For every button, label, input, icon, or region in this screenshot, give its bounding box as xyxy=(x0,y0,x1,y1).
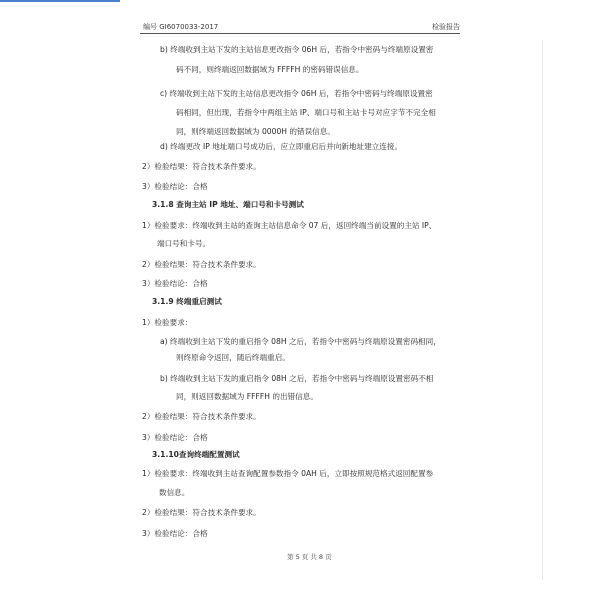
conclusion-3-1-9: 3）检验结论：合格 xyxy=(142,433,208,442)
item-b2-line1: b) 终端收到主站下发的重启指令 08H 之后，若指令中密码与终端原设置密码不相 xyxy=(160,374,434,383)
item-c-line3: 同，则终端返回数据域为 0000H 的错误信息。 xyxy=(176,127,335,136)
requirement-3-1-10-line1: 1）检验要求：终端收到主站查询配置参数指令 0AH 后，立即按照规范格式返回配置参 xyxy=(142,469,434,478)
item-a-line1: a) 终端收到主站下发的重启指令 08H 之后，若指令中密码与终端原设置密码相同， xyxy=(160,337,441,346)
section-3-1-10-title: 3.1.10查询终端配置测试 xyxy=(152,450,240,459)
item-c-line1: c) 终端收到主站下发的主站信息更改指令 06H 后，若指令中密码与终端原设置密 xyxy=(160,89,433,98)
report-title: 检验报告 xyxy=(432,23,460,31)
item-b-line2: 码不同，则终端返回数据域为 FFFFH 的密码错误信息。 xyxy=(176,65,364,74)
requirement-3-1-8-line1: 1）检验要求：终端收到主站的查询主站信息命令 07 后，返回终端当前设置的主站 IP、 xyxy=(142,221,437,230)
requirement-3-1-8-line2: 端口号和卡号。 xyxy=(157,239,211,248)
doc-number: 编号 GI6070033-2017 xyxy=(143,23,219,31)
result-line: 2）检验结果：符合技术条件要求。 xyxy=(142,162,261,171)
page-edge-shadow xyxy=(542,40,543,580)
conclusion-line: 3）检验结论：合格 xyxy=(142,182,208,191)
section-3-1-8-title: 3.1.8 查询主站 IP 地址、端口号和卡号测试 xyxy=(152,200,304,209)
item-d-line1: d) 终端更改 IP 地址端口号成功后，应立即重启后并向新地址建立连接。 xyxy=(160,142,403,151)
conclusion-3-1-8: 3）检验结论：合格 xyxy=(142,279,208,288)
requirement-3-1-10-line2: 数信息。 xyxy=(159,488,190,497)
item-b-line1: b) 终端收到主站下发的主站信息更改指令 06H 后，若指令中密码与终端原设置密 xyxy=(160,45,434,54)
item-a-line2: 则终原命令返回，随后终端重启。 xyxy=(176,353,290,362)
requirement-3-1-9-label: 1）检验要求： xyxy=(142,318,193,327)
item-b2-line2: 同，则返回数据域为 FFFFH 的出错信息。 xyxy=(176,392,318,401)
result-3-1-8: 2）检验结果：符合技术条件要求。 xyxy=(142,260,261,269)
item-c-line2: 码相同，但出现，若指令中两组主站 IP、端口号和主站卡号对应字节不完全相 xyxy=(176,108,436,117)
top-edge-line xyxy=(0,0,120,2)
section-3-1-9-title: 3.1.9 终端重启测试 xyxy=(152,297,222,306)
header-rule xyxy=(140,33,460,34)
page-number: 第 5 页 共 8 页 xyxy=(287,553,332,561)
result-3-1-10: 2）检验结果：符合技术条件要求。 xyxy=(142,508,261,517)
result-3-1-9: 2）检验结果：符合技术条件要求。 xyxy=(142,412,261,421)
conclusion-3-1-10: 3）检验结论：合格 xyxy=(142,529,208,538)
